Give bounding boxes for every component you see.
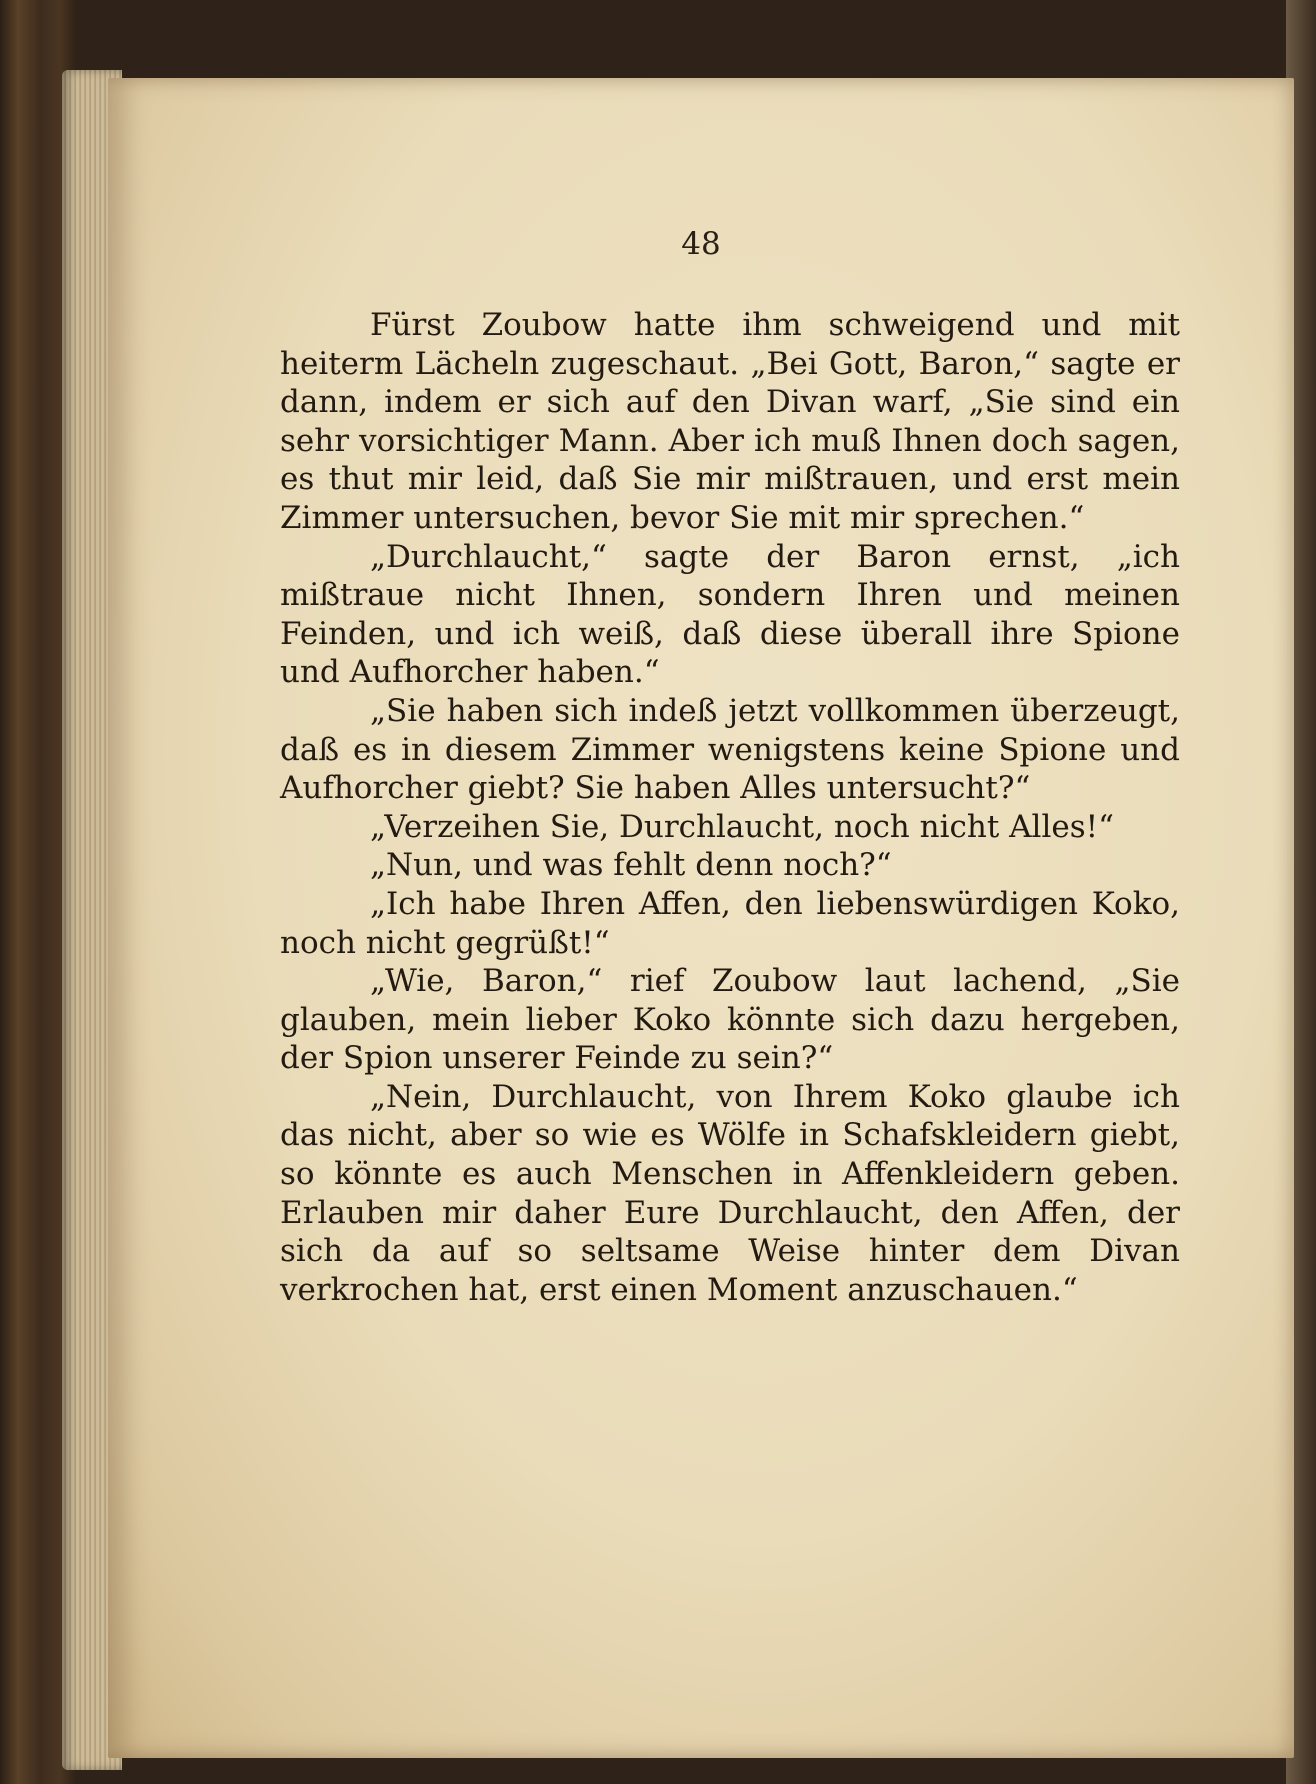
page-text [280,306,1180,1309]
book-page [108,78,1294,1758]
paragraph-5: „Nun, und was fehlt denn noch?“ [370,847,892,884]
paragraph-6: „Ich habe Ihren Affen, den liebenswürdigen Koko, noch nicht gegrüßt!“ [280,885,1180,961]
paragraph-3: „Sie haben sich indeß jetzt vollkommen überzeugt, daß es in diesem Zimmer wenigstens keine Spione und Aufhorcher giebt? Sie haben Alles untersucht?“ [280,692,1180,807]
paragraph-4: „Verzeihen Sie, Durchlaucht, noch nicht Alles!“ [370,808,1114,845]
paragraph-2: „Durchlaucht,“ sagte der Baron ernst, „ich mißtraue nicht Ihnen, sondern Ihren und meinen Feinden, und ich weiß, daß diese überall ihre Spione und Aufhorcher haben.“ [280,538,1180,691]
paragraph-8: „Nein, Durchlaucht, von Ihrem Koko glaube ich das nicht, aber so wie es Wölfe in Schafskleidern giebt, so könnte es auch Menschen in Affenkleidern geben. Erlauben mir daher Eure Durchlaucht, den Affen, der sich da auf so seltsame Weise hinter dem Divan verkrochen hat, erst einen Moment anzuschauen.“ [280,1078,1180,1308]
paragraph-1: Fürst Zoubow hatte ihm schweigend und mit heiterm Lächeln zugeschaut. „Bei Gott, Baron,“ sagte er dann, indem er sich auf den Divan warf, „Sie sind ein sehr vorsichtiger Mann. Aber ich muß Ihnen doch sagen, es thut mir leid, daß Sie mir mißtrauen, und erst mein Zimmer untersuchen, bevor Sie mit mir sprechen.“ [280,307,1180,536]
paragraph-7: „Wie, Baron,“ rief Zoubow laut lachend, „Sie glauben, mein lieber Koko könnte sich dazu hergeben, der Spion unserer Feinde zu sein?“ [280,963,1180,1077]
page-number: 48 [681,226,721,262]
